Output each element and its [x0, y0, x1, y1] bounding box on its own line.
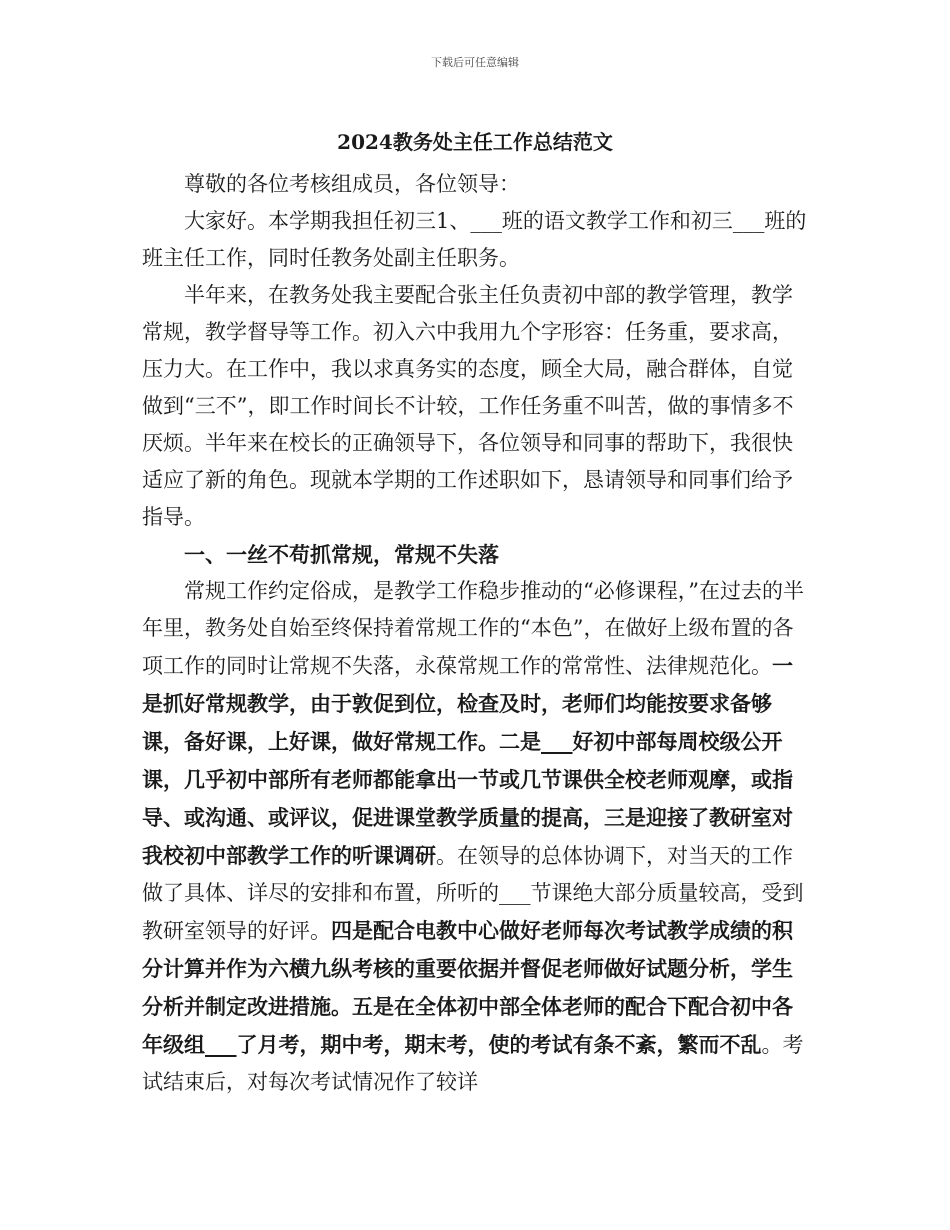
intro-paragraph: 大家好。本学期我担任初三1、___班的语文教学工作和初三___班的班主任工作，同时任教务处副主任职务。 — [142, 209, 807, 270]
section-text-1: 常规工作约定俗成，是教学工作稳步推动的“必修课程，”在过去的半年里，教务处自始至终保持着常规工作的“本色”，在做好上级布置的各项工作的同时让常规不失落，永葆常规工作的常常性、法律规范化。 — [142, 579, 804, 678]
section-bold-1: 一是抓好常规教学，由于敦促到位，检查及时，老师们均能按要求备够课，备好课，上好课，做好常规工作。二是___好初中部每周校级公开课，几乎初中部所有老师都能拿出一节或几节课供全校老师观摩，或指导、或沟通、或评议，促进课堂教学质量的提高，三是迎接了教研室对我校初中部教学工作的听课调研 — [142, 653, 793, 868]
section-bold-2: 四是配合电教中心做好老师每次考试教学成绩的积分计算并作为六横九纵考核的重要依据并督促老师做好试题分析，学生分析并制定改进措施。五是在全体初中部全体老师的配合下配合初中各年级组___了月考，期中考，期末考，使的考试有条不紊，繁而不乱 — [142, 918, 793, 1057]
section-paragraph — [142, 573, 812, 1101]
salutation-paragraph: 尊敬的各位考核组成员，各位领导： — [184, 172, 520, 196]
page-header: 下载后可任意编辑 — [431, 56, 519, 69]
overview-paragraph: 半年来，在教务处我主要配合张主任负责初中部的教学管理，教学常规，教学督导等工作。初入六中我用九个字形容：任务重，要求高，压力大。在工作中，我以求真务实的态度，顾全大局，融合群体，自觉做到“三不”，即工作时间长不计较，工作任务重不叫苦，做的事情多不厌烦。半年来在校长的正确领导下，各位领导和同事的帮助下，我很快适应了新的角色。现就本学期的工作述职如下，恳请领导和同事们给予指导。 — [142, 283, 794, 529]
section-heading: 一、一丝不苟抓常规，常规不失落 — [184, 542, 499, 567]
section-text-2: 。在领导的总体协调下，对当天的工作做了具体、详尽的安排和布置，所听的___节课绝大部分质量较高，受到教研室领导的好评。 — [142, 844, 804, 943]
document-body — [142, 166, 812, 1101]
document-title: 2024教务处主任工作总结范文 — [337, 130, 613, 154]
section-text-3: 。考试结束后，对每次考试情况作了较详 — [142, 1033, 804, 1094]
